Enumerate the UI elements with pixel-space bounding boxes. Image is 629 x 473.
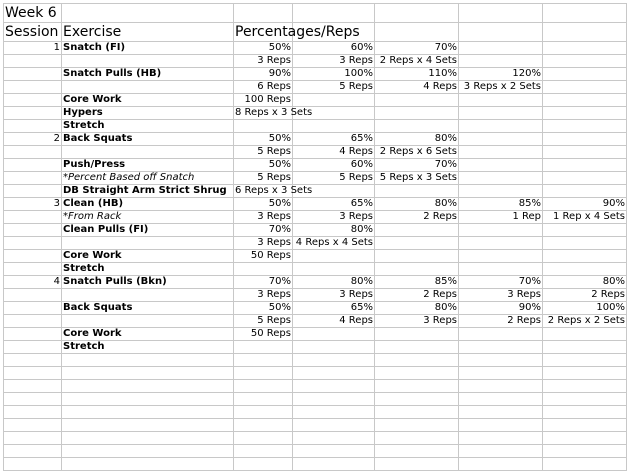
value-cell[interactable]: [293, 341, 375, 354]
value-cell[interactable]: 4 Reps: [375, 81, 459, 94]
cell[interactable]: [459, 406, 543, 419]
value-cell[interactable]: [543, 146, 627, 159]
value-cell[interactable]: [375, 224, 459, 237]
exercise-cell[interactable]: [62, 315, 234, 328]
cell[interactable]: [62, 432, 234, 445]
cell[interactable]: [62, 419, 234, 432]
session-number-cell[interactable]: [4, 224, 62, 237]
cell[interactable]: [4, 367, 62, 380]
cell[interactable]: [375, 458, 459, 471]
cell[interactable]: [543, 406, 627, 419]
value-cell[interactable]: [543, 68, 627, 81]
cell[interactable]: [62, 445, 234, 458]
table-row: [4, 289, 627, 302]
value-cell[interactable]: 2 Reps: [543, 289, 627, 302]
value-cell[interactable]: 2 Reps: [375, 211, 459, 224]
value-cell[interactable]: 50%: [234, 198, 293, 211]
cell[interactable]: [293, 354, 375, 367]
value-cell[interactable]: 100%: [293, 68, 375, 81]
value-cell[interactable]: 5 Reps: [293, 172, 375, 185]
empty-row: [4, 367, 627, 380]
cell[interactable]: [459, 354, 543, 367]
cell[interactable]: [4, 380, 62, 393]
cell[interactable]: [234, 393, 293, 406]
cell[interactable]: [62, 458, 234, 471]
value-cell[interactable]: 5 Reps: [234, 146, 293, 159]
cell[interactable]: [234, 367, 293, 380]
exercise-cell[interactable]: [62, 146, 234, 159]
cell[interactable]: [234, 445, 293, 458]
value-cell[interactable]: [543, 172, 627, 185]
value-cell[interactable]: 50%: [234, 302, 293, 315]
title-row: [4, 4, 627, 23]
value-cell[interactable]: 4 Reps x 4 Sets: [293, 237, 375, 250]
exercise-cell[interactable]: Snatch Pulls (HB): [62, 68, 234, 81]
value-cell[interactable]: [543, 107, 627, 120]
table-row: [4, 68, 627, 81]
cell[interactable]: [543, 445, 627, 458]
cell[interactable]: [4, 458, 62, 471]
table-row: [4, 276, 627, 289]
value-cell[interactable]: 3 Reps: [375, 315, 459, 328]
cell[interactable]: [543, 458, 627, 471]
cell[interactable]: [375, 380, 459, 393]
cell[interactable]: [375, 367, 459, 380]
value-cell[interactable]: 90%: [543, 198, 627, 211]
table-row: [4, 198, 627, 211]
cell[interactable]: [543, 380, 627, 393]
session-number-cell[interactable]: [4, 68, 62, 81]
value-cell[interactable]: 5 Reps: [234, 172, 293, 185]
value-cell[interactable]: [459, 172, 543, 185]
table-row: [4, 81, 627, 94]
cell[interactable]: [62, 4, 234, 23]
exercise-cell[interactable]: Back Squats: [62, 133, 234, 146]
cell[interactable]: [234, 406, 293, 419]
table-row: [4, 263, 627, 276]
cell[interactable]: [4, 432, 62, 445]
cell[interactable]: [375, 393, 459, 406]
value-cell[interactable]: 4 Reps: [293, 146, 375, 159]
cell[interactable]: [293, 432, 375, 445]
cell[interactable]: [293, 367, 375, 380]
table-row: [4, 328, 627, 341]
session-number-cell[interactable]: [4, 302, 62, 315]
value-cell[interactable]: 2 Reps x 6 Sets: [375, 146, 459, 159]
cell[interactable]: [459, 367, 543, 380]
value-cell[interactable]: [459, 237, 543, 250]
cell[interactable]: [375, 419, 459, 432]
session-number-cell[interactable]: [4, 159, 62, 172]
value-cell[interactable]: 3 Reps: [293, 55, 375, 68]
exercise-cell[interactable]: Stretch: [62, 120, 234, 133]
cell[interactable]: [459, 380, 543, 393]
value-cell[interactable]: 50%: [234, 42, 293, 55]
exercise-cell[interactable]: Push/Press: [62, 159, 234, 172]
exercise-cell[interactable]: Hypers: [62, 107, 234, 120]
exercise-cell[interactable]: Back Squats: [62, 302, 234, 315]
empty-row: [4, 354, 627, 367]
table-row: [4, 315, 627, 328]
empty-row: [4, 393, 627, 406]
value-cell[interactable]: [543, 120, 627, 133]
value-cell[interactable]: [293, 263, 375, 276]
cell[interactable]: [459, 4, 543, 23]
table-row: [4, 133, 627, 146]
value-cell[interactable]: [459, 133, 543, 146]
exercise-cell[interactable]: *From Rack: [62, 211, 234, 224]
cell[interactable]: [4, 406, 62, 419]
cell[interactable]: [543, 419, 627, 432]
value-cell[interactable]: 50 Reps: [234, 328, 293, 341]
exercise-cell[interactable]: Core Work: [62, 94, 234, 107]
session-number-cell[interactable]: [4, 341, 62, 354]
value-cell[interactable]: [543, 250, 627, 263]
session-number-cell[interactable]: [4, 55, 62, 68]
cell[interactable]: [234, 380, 293, 393]
cell[interactable]: [543, 23, 627, 42]
cell[interactable]: [62, 380, 234, 393]
value-cell[interactable]: 85%: [375, 276, 459, 289]
cell[interactable]: [4, 419, 62, 432]
cell[interactable]: [459, 445, 543, 458]
value-cell[interactable]: 70%: [459, 276, 543, 289]
session-number-cell[interactable]: 1: [4, 42, 62, 55]
cell[interactable]: [293, 393, 375, 406]
session-number-cell[interactable]: 4: [4, 276, 62, 289]
value-cell[interactable]: [459, 120, 543, 133]
cell[interactable]: [543, 4, 627, 23]
value-cell[interactable]: [543, 237, 627, 250]
table-row: [4, 185, 627, 198]
header-percentages-reps[interactable]: Percentages/Reps: [235, 24, 360, 40]
value-cell[interactable]: [543, 55, 627, 68]
cell[interactable]: [293, 380, 375, 393]
table-row: [4, 55, 627, 68]
empty-row: [4, 432, 627, 445]
value-cell[interactable]: 3 Reps: [293, 289, 375, 302]
cell[interactable]: [293, 406, 375, 419]
value-cell[interactable]: 3 Reps: [234, 237, 293, 250]
value-cell[interactable]: [293, 94, 375, 107]
value-cell[interactable]: 65%: [293, 198, 375, 211]
exercise-cell[interactable]: Clean Pulls (FI): [62, 224, 234, 237]
session-number-cell[interactable]: [4, 185, 62, 198]
cell[interactable]: [459, 432, 543, 445]
value-cell[interactable]: [543, 328, 627, 341]
value-cell[interactable]: 80%: [375, 302, 459, 315]
value-cell[interactable]: 5 Reps x 3 Sets: [375, 172, 459, 185]
header-exercise[interactable]: Exercise: [62, 23, 234, 42]
cell[interactable]: [234, 354, 293, 367]
table-row: [4, 341, 627, 354]
exercise-cell[interactable]: [62, 55, 234, 68]
value-cell[interactable]: [375, 107, 459, 120]
value-cell[interactable]: [375, 185, 459, 198]
value-cell[interactable]: 50%: [234, 159, 293, 172]
cell[interactable]: [459, 458, 543, 471]
value-cell[interactable]: 3 Reps x 2 Sets: [459, 81, 543, 94]
table-row: [4, 250, 627, 263]
empty-row: [4, 458, 627, 471]
value-cell[interactable]: [543, 133, 627, 146]
value-cell[interactable]: [234, 263, 293, 276]
header-session[interactable]: Session: [4, 23, 62, 42]
value-cell[interactable]: [234, 341, 293, 354]
table-row: [4, 172, 627, 185]
exercise-cell[interactable]: *Percent Based off Snatch: [62, 172, 234, 185]
value-cell[interactable]: [543, 263, 627, 276]
session-number-cell[interactable]: [4, 237, 62, 250]
value-cell[interactable]: [293, 120, 375, 133]
cell[interactable]: [293, 419, 375, 432]
value-cell[interactable]: 50 Reps: [234, 250, 293, 263]
value-cell[interactable]: 80%: [543, 276, 627, 289]
value-cell[interactable]: [375, 341, 459, 354]
cell[interactable]: [62, 367, 234, 380]
value-cell[interactable]: 70%: [234, 224, 293, 237]
table-row: [4, 120, 627, 133]
value-cell[interactable]: [543, 94, 627, 107]
table-row: [4, 94, 627, 107]
session-number-cell[interactable]: [4, 146, 62, 159]
value-cell[interactable]: [543, 159, 627, 172]
value-cell[interactable]: 65%: [293, 133, 375, 146]
session-number-cell[interactable]: [4, 81, 62, 94]
value-cell[interactable]: 60%: [293, 42, 375, 55]
value-cell[interactable]: [543, 42, 627, 55]
value-cell[interactable]: 110%: [375, 68, 459, 81]
value-cell[interactable]: 2 Reps: [375, 289, 459, 302]
value-cell[interactable]: 80%: [293, 224, 375, 237]
cell[interactable]: [4, 393, 62, 406]
value-cell[interactable]: 90%: [234, 68, 293, 81]
value-cell[interactable]: 2 Reps x 4 Sets: [375, 55, 459, 68]
session-number-cell[interactable]: [4, 315, 62, 328]
value-cell[interactable]: [459, 107, 543, 120]
value-cell[interactable]: 100 Reps: [234, 94, 293, 107]
value-cell[interactable]: 2 Reps: [459, 315, 543, 328]
value-cell[interactable]: 85%: [459, 198, 543, 211]
cell[interactable]: [293, 4, 375, 23]
cell[interactable]: [375, 445, 459, 458]
value-cell[interactable]: [375, 250, 459, 263]
cell[interactable]: [293, 458, 375, 471]
cell[interactable]: [543, 367, 627, 380]
value-cell[interactable]: [459, 224, 543, 237]
value-cell[interactable]: 120%: [459, 68, 543, 81]
value-cell[interactable]: [543, 81, 627, 94]
cell[interactable]: [375, 432, 459, 445]
cell[interactable]: [459, 419, 543, 432]
value-cell[interactable]: [375, 328, 459, 341]
table-row: [4, 224, 627, 237]
cell[interactable]: [375, 23, 459, 42]
exercise-cell[interactable]: Snatch (FI): [62, 42, 234, 55]
exercise-cell[interactable]: Stretch: [62, 263, 234, 276]
cell[interactable]: [62, 393, 234, 406]
cell[interactable]: [459, 393, 543, 406]
session-number-cell[interactable]: [4, 289, 62, 302]
value-cell[interactable]: 80%: [293, 276, 375, 289]
value-cell[interactable]: [459, 341, 543, 354]
cell[interactable]: [62, 354, 234, 367]
cell[interactable]: [293, 445, 375, 458]
value-cell[interactable]: [459, 42, 543, 55]
session-number-cell[interactable]: 2: [4, 133, 62, 146]
exercise-cell[interactable]: Core Work: [62, 250, 234, 263]
value-cell[interactable]: 50%: [234, 133, 293, 146]
table-row: [4, 211, 627, 224]
table-row: [4, 237, 627, 250]
session-number-cell[interactable]: [4, 211, 62, 224]
value-cell[interactable]: [543, 185, 627, 198]
sheet-title[interactable]: Week 6: [4, 4, 62, 23]
table-row: [4, 159, 627, 172]
exercise-cell[interactable]: Clean (HB): [62, 198, 234, 211]
exercise-cell[interactable]: [62, 81, 234, 94]
empty-row: [4, 445, 627, 458]
cell[interactable]: [543, 354, 627, 367]
value-cell[interactable]: 8 Reps x 3 Sets: [235, 107, 313, 118]
session-number-cell[interactable]: [4, 120, 62, 133]
cell[interactable]: [234, 458, 293, 471]
exercise-cell[interactable]: [62, 289, 234, 302]
value-cell[interactable]: 90%: [459, 302, 543, 315]
value-cell[interactable]: [459, 328, 543, 341]
empty-row: [4, 419, 627, 432]
value-cell[interactable]: 80%: [375, 133, 459, 146]
empty-row: [4, 406, 627, 419]
session-number-cell[interactable]: 3: [4, 198, 62, 211]
value-cell[interactable]: 6 Reps: [234, 81, 293, 94]
value-cell[interactable]: 3 Reps: [234, 289, 293, 302]
value-cell[interactable]: [543, 341, 627, 354]
empty-row: [4, 380, 627, 393]
value-cell[interactable]: 4 Reps: [293, 315, 375, 328]
value-cell[interactable]: 3 Reps: [459, 289, 543, 302]
value-cell[interactable]: [459, 55, 543, 68]
table-row: [4, 146, 627, 159]
table-row: [4, 107, 627, 120]
value-cell[interactable]: 5 Reps: [234, 315, 293, 328]
value-cell[interactable]: [375, 120, 459, 133]
cell[interactable]: [375, 4, 459, 23]
value-cell[interactable]: 1 Rep x 4 Sets: [543, 211, 627, 224]
cell[interactable]: [62, 406, 234, 419]
cell[interactable]: [4, 445, 62, 458]
exercise-cell[interactable]: Core Work: [62, 328, 234, 341]
value-cell[interactable]: 1 Rep: [459, 211, 543, 224]
session-number-cell[interactable]: [4, 250, 62, 263]
exercise-cell[interactable]: Snatch Pulls (Bkn): [62, 276, 234, 289]
value-cell[interactable]: [375, 94, 459, 107]
session-number-cell[interactable]: [4, 328, 62, 341]
value-cell[interactable]: 5 Reps: [293, 81, 375, 94]
value-cell[interactable]: 70%: [375, 159, 459, 172]
session-number-cell[interactable]: [4, 263, 62, 276]
cell[interactable]: [234, 432, 293, 445]
value-cell[interactable]: 60%: [293, 159, 375, 172]
value-cell[interactable]: [293, 328, 375, 341]
cell[interactable]: [234, 4, 293, 23]
value-cell[interactable]: 3 Reps: [234, 211, 293, 224]
value-cell[interactable]: 3 Reps: [234, 55, 293, 68]
table-row: [4, 302, 627, 315]
value-cell[interactable]: [234, 120, 293, 133]
value-cell[interactable]: 3 Reps: [293, 211, 375, 224]
cell[interactable]: [4, 354, 62, 367]
session-number-cell[interactable]: [4, 94, 62, 107]
cell[interactable]: [375, 406, 459, 419]
cell[interactable]: [543, 432, 627, 445]
value-cell[interactable]: [293, 250, 375, 263]
value-cell[interactable]: [459, 185, 543, 198]
cell[interactable]: [375, 354, 459, 367]
value-cell[interactable]: 100%: [543, 302, 627, 315]
value-cell[interactable]: [459, 250, 543, 263]
value-cell[interactable]: [375, 237, 459, 250]
value-cell[interactable]: 2 Reps x 2 Sets: [543, 315, 627, 328]
exercise-cell[interactable]: Stretch: [62, 341, 234, 354]
value-cell[interactable]: [375, 263, 459, 276]
value-cell[interactable]: [459, 94, 543, 107]
value-cell[interactable]: 6 Reps x 3 Sets: [235, 185, 313, 196]
spreadsheet-grid: [3, 3, 627, 471]
session-number-cell[interactable]: [4, 172, 62, 185]
cell[interactable]: [459, 23, 543, 42]
value-cell[interactable]: [459, 263, 543, 276]
session-number-cell[interactable]: [4, 107, 62, 120]
exercise-cell[interactable]: [62, 237, 234, 250]
value-cell[interactable]: [459, 146, 543, 159]
value-cell[interactable]: 70%: [234, 276, 293, 289]
exercise-cell[interactable]: DB Straight Arm Strict Shrug: [62, 185, 234, 198]
cell[interactable]: [234, 419, 293, 432]
value-cell[interactable]: [543, 224, 627, 237]
header-row: [4, 23, 627, 42]
value-cell[interactable]: 70%: [375, 42, 459, 55]
value-cell[interactable]: 65%: [293, 302, 375, 315]
table-row: [4, 42, 627, 55]
value-cell[interactable]: 80%: [375, 198, 459, 211]
value-cell[interactable]: [459, 159, 543, 172]
cell[interactable]: [543, 393, 627, 406]
